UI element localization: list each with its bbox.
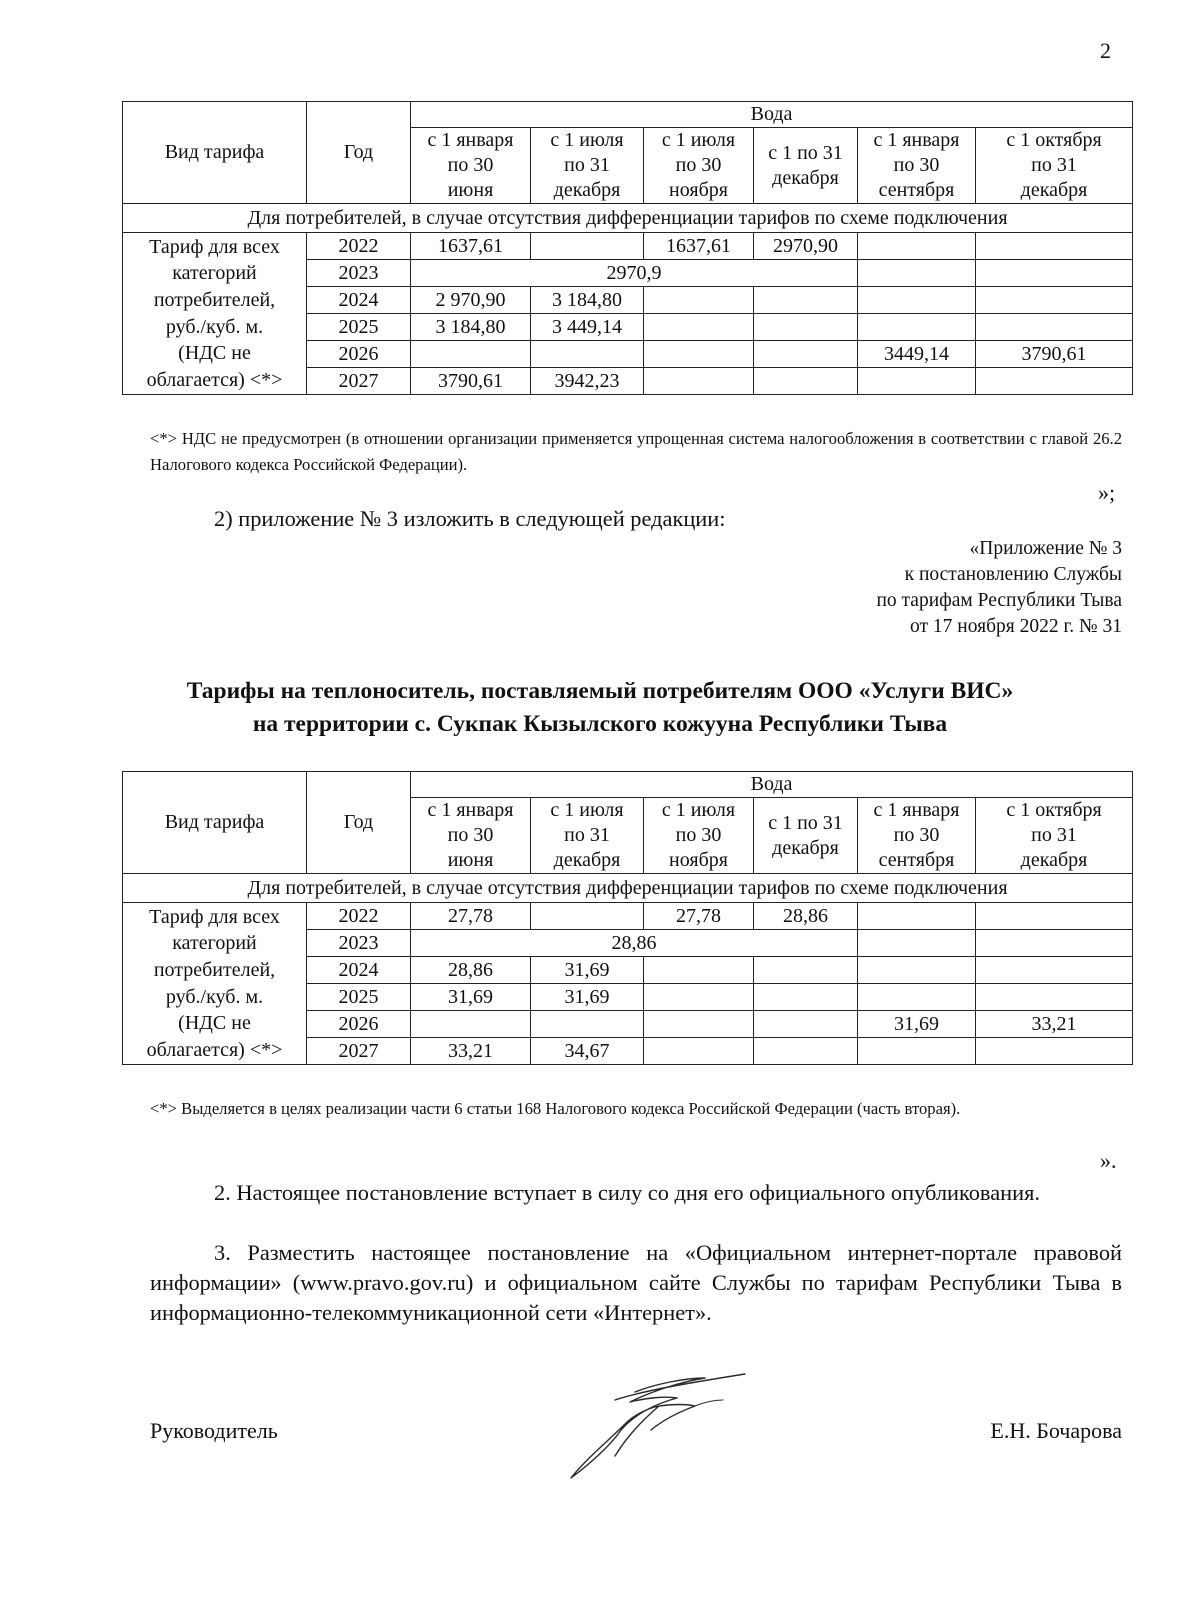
value-cell xyxy=(858,930,976,957)
header-water: Вода xyxy=(411,772,1133,798)
value-cell xyxy=(976,957,1133,984)
year-cell: 2025 xyxy=(307,314,411,341)
header-period-2: с 1 июля по 31 декабря xyxy=(531,798,644,874)
value-cell xyxy=(754,368,858,395)
value-cell: 28,86 xyxy=(754,903,858,930)
closing-quote: »; xyxy=(1098,480,1116,505)
value-cell xyxy=(976,260,1133,287)
year-cell: 2026 xyxy=(307,341,411,368)
year-cell: 2024 xyxy=(307,287,411,314)
header-tariff-type: Вид тарифа xyxy=(123,102,307,204)
footnote-tax: <*> Выделяется в целях реализации части 6 статьи 168 Налогового кодекса Российской Федерации (часть вторая). xyxy=(150,1099,961,1118)
value-cell xyxy=(754,957,858,984)
year-cell: 2022 xyxy=(307,233,411,260)
header-period-1: с 1 января по 30 июня xyxy=(411,128,531,204)
value-cell xyxy=(754,984,858,1011)
header-year: Год xyxy=(307,772,411,874)
value-cell xyxy=(858,903,976,930)
merged-value-cell: 28,86 xyxy=(411,930,858,957)
paragraph-3: 3. Разместить настоящее постановление на «Официальном интернет-портале правовой информации» (www.pravo.gov.ru) и официальном сайте Службы по тарифам Республики Тыва в информационно-телекоммуникационной сети «Интернет». xyxy=(150,1240,1122,1325)
value-cell xyxy=(976,984,1133,1011)
value-cell: 34,67 xyxy=(531,1038,644,1065)
year-cell: 2022 xyxy=(307,903,411,930)
value-cell: 31,69 xyxy=(531,984,644,1011)
document-title: Тарифы на теплоноситель, поставляемый потребителям ООО «Услуги ВИС» на территории с. Сукпак Кызылского кожууна Республики Тыва xyxy=(186,678,1014,737)
year-cell: 2025 xyxy=(307,984,411,1011)
header-period-6: с 1 октября по 31 декабря xyxy=(976,798,1133,874)
year-cell: 2024 xyxy=(307,957,411,984)
value-cell: 27,78 xyxy=(411,903,531,930)
footnote-vat: <*> НДС не предусмотрен (в отношении организации применяется упрощенная система налогообложения в соответствии с главой 26.2 Налогового кодекса Российской Федерации). xyxy=(150,429,1122,474)
value-cell xyxy=(976,1038,1133,1065)
value-cell xyxy=(644,314,754,341)
value-cell xyxy=(858,260,976,287)
value-cell xyxy=(644,957,754,984)
value-cell xyxy=(858,957,976,984)
value-cell xyxy=(858,368,976,395)
header-year: Год xyxy=(307,102,411,204)
value-cell xyxy=(644,1038,754,1065)
value-cell xyxy=(531,341,644,368)
value-cell: 28,86 xyxy=(411,957,531,984)
value-cell xyxy=(858,1038,976,1065)
value-cell xyxy=(644,984,754,1011)
value-cell xyxy=(411,341,531,368)
value-cell: 31,69 xyxy=(858,1011,976,1038)
value-cell xyxy=(754,1011,858,1038)
value-cell: 3942,23 xyxy=(531,368,644,395)
section-row: Для потребителей, в случае отсутствия дифференциации тарифов по схеме подключения xyxy=(123,874,1133,903)
value-cell: 3 449,14 xyxy=(531,314,644,341)
header-period-4: с 1 по 31 декабря xyxy=(754,798,858,874)
value-cell xyxy=(976,233,1133,260)
signer-name: Е.Н. Бочарова xyxy=(990,1418,1122,1443)
section-row: Для потребителей, в случае отсутствия дифференциации тарифов по схеме подключения xyxy=(123,204,1133,233)
value-cell: 31,69 xyxy=(531,957,644,984)
value-cell xyxy=(644,368,754,395)
value-cell: 3 184,80 xyxy=(531,287,644,314)
value-cell xyxy=(754,341,858,368)
value-cell xyxy=(976,314,1133,341)
year-cell: 2026 xyxy=(307,1011,411,1038)
header-period-4: с 1 по 31 декабря xyxy=(754,128,858,204)
value-cell xyxy=(531,1011,644,1038)
value-cell: 31,69 xyxy=(411,984,531,1011)
category-cell: Тариф для всех категорий потребителей, руб./куб. м. (НДС не облагается) <*> xyxy=(123,233,307,395)
header-period-3: с 1 июля по 30 ноября xyxy=(644,128,754,204)
paragraph-2: 2. Настоящее постановление вступает в силу со дня его официального опубликования. xyxy=(214,1180,1041,1205)
value-cell: 1637,61 xyxy=(644,233,754,260)
value-cell xyxy=(858,984,976,1011)
tariff-table-heat-carrier xyxy=(122,771,1133,1065)
value-cell: 2970,90 xyxy=(754,233,858,260)
header-period-3: с 1 июля по 30 ноября xyxy=(644,798,754,874)
category-cell: Тариф для всех категорий потребителей, руб./куб. м. (НДС не облагается) <*> xyxy=(123,903,307,1065)
year-cell: 2027 xyxy=(307,368,411,395)
header-period-6: с 1 октября по 31 декабря xyxy=(976,128,1133,204)
value-cell xyxy=(858,233,976,260)
value-cell xyxy=(644,287,754,314)
value-cell xyxy=(976,903,1133,930)
value-cell xyxy=(644,341,754,368)
header-water: Вода xyxy=(411,102,1133,128)
value-cell xyxy=(754,314,858,341)
header-period-5: с 1 января по 30 сентября xyxy=(858,798,976,874)
header-period-1: с 1 января по 30 июня xyxy=(411,798,531,874)
item-2: 2) приложение № 3 изложить в следующей редакции: xyxy=(214,506,726,531)
value-cell: 3 184,80 xyxy=(411,314,531,341)
value-cell xyxy=(976,930,1133,957)
header-tariff-type: Вид тарифа xyxy=(123,772,307,874)
value-cell xyxy=(976,368,1133,395)
header-period-2: с 1 июля по 31 декабря xyxy=(531,128,644,204)
value-cell: 27,78 xyxy=(644,903,754,930)
value-cell xyxy=(754,287,858,314)
appendix-heading: «Приложение № 3 к постановлению Службы по тарифам Республики Тыва от 17 ноября 2022 г. № 31 xyxy=(876,538,1122,637)
year-cell: 2023 xyxy=(307,260,411,287)
value-cell: 33,21 xyxy=(411,1038,531,1065)
value-cell xyxy=(976,287,1133,314)
value-cell xyxy=(531,903,644,930)
value-cell: 2 970,90 xyxy=(411,287,531,314)
year-cell: 2023 xyxy=(307,930,411,957)
value-cell: 3790,61 xyxy=(976,341,1133,368)
tariff-table-water xyxy=(122,101,1133,395)
value-cell xyxy=(411,1011,531,1038)
header-period-5: с 1 января по 30 сентября xyxy=(858,128,976,204)
signer-title: Руководитель xyxy=(150,1418,278,1443)
value-cell xyxy=(858,287,976,314)
value-cell xyxy=(644,1011,754,1038)
year-cell: 2027 xyxy=(307,1038,411,1065)
value-cell xyxy=(754,1038,858,1065)
value-cell: 33,21 xyxy=(976,1011,1133,1038)
value-cell xyxy=(858,314,976,341)
value-cell: 3449,14 xyxy=(858,341,976,368)
merged-value-cell: 2970,9 xyxy=(411,260,858,287)
value-cell: 3790,61 xyxy=(411,368,531,395)
closing-quote: ». xyxy=(1100,1148,1117,1173)
page-number: 2 xyxy=(1100,38,1111,63)
value-cell xyxy=(531,233,644,260)
signature-icon xyxy=(555,1360,775,1490)
value-cell: 1637,61 xyxy=(411,233,531,260)
